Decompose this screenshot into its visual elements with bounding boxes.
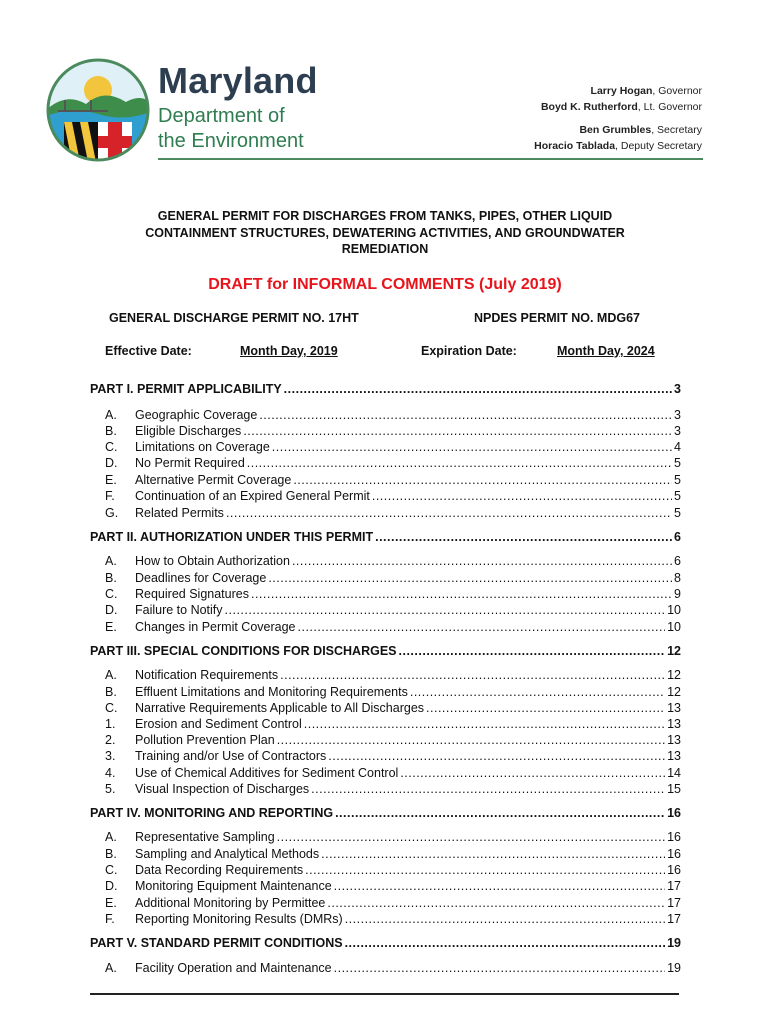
toc-entry[interactable] [90,554,681,570]
toc-entry-label: Continuation of an Expired General Permit [135,489,370,503]
toc-entry[interactable] [90,603,681,619]
toc-page-number: 13 [667,701,681,715]
toc-leader-dots [293,473,672,487]
toc-entry-label: Effluent Limitations and Monitoring Requirements [135,685,408,699]
toc-entry[interactable] [90,620,681,636]
toc-page-number: 4 [674,440,681,454]
toc-entry-label: Facility Operation and Maintenance [135,961,332,975]
toc-entry-marker: D. [105,603,118,617]
toc-entry[interactable] [90,766,681,782]
toc-entry-marker: A. [105,554,117,568]
toc-entry[interactable] [90,571,681,587]
toc-leader-dots [292,554,672,568]
toc-part-heading[interactable] [90,806,681,822]
toc-page-number: 16 [667,863,681,877]
letterhead [46,58,726,168]
general-permit-number: GENERAL DISCHARGE PERMIT NO. 17HT [109,311,359,325]
toc-entry-label: Required Signatures [135,587,249,601]
expiration-date-value: Month Day, 2024 [557,344,655,358]
toc-entry[interactable] [90,912,681,928]
toc-entry[interactable] [90,685,681,701]
toc-page-number: 17 [667,896,681,910]
toc-entry[interactable] [90,701,681,717]
toc-page-number: 12 [667,685,681,699]
toc-entry-marker: A. [105,408,117,422]
toc-leader-dots [345,912,665,926]
toc-entry-label: Geographic Coverage [135,408,258,422]
toc-entry[interactable] [90,847,681,863]
toc-page-number: 13 [667,717,681,731]
toc-page-number: 6 [674,554,681,568]
toc-entry[interactable] [90,863,681,879]
toc-page-number: 19 [667,961,681,975]
permit-title: GENERAL PERMIT FOR DISCHARGES FROM TANKS, PIPES, OTHER LIQUID CONTAINMENT STRUCTURES, DEWATERING ACTIVITIES, AND GROUNDWATER REMEDIATION [145,209,625,256]
toc-entry-marker: E. [105,620,117,634]
toc-leader-dots [277,733,665,747]
toc-entry[interactable] [90,506,681,522]
toc-page-number: 5 [674,489,681,503]
toc-entry-marker: B. [105,424,117,438]
toc-entry-label: Erosion and Sediment Control [135,717,302,731]
toc-leader-dots [243,424,672,438]
toc-page-number: 16 [667,847,681,861]
toc-page-number: 9 [674,587,681,601]
toc-entry-marker: E. [105,473,117,487]
toc-entry[interactable] [90,408,681,424]
toc-leader-dots [410,685,665,699]
toc-leader-dots [321,847,665,861]
toc-page-number: 15 [667,782,681,796]
toc-leader-dots [399,644,666,658]
toc-entry[interactable] [90,733,681,749]
toc-page-number: 8 [674,571,681,585]
toc-entry-marker: C. [105,863,118,877]
header-divider [158,158,703,160]
toc-page-number: 3 [674,382,681,396]
toc-page-number: 19 [667,936,681,950]
toc-entry-marker: F. [105,489,115,503]
toc-entry-label: How to Obtain Authorization [135,554,290,568]
toc-page-number: 13 [667,733,681,747]
toc-leader-dots [272,440,672,454]
toc-entry-label: Limitations on Coverage [135,440,270,454]
mde-logo-icon [46,58,150,162]
toc-entry[interactable] [90,896,681,912]
toc-entry-label: Failure to Notify [135,603,223,617]
toc-entry-label: Reporting Monitoring Results (DMRs) [135,912,343,926]
toc-leader-dots [268,571,672,585]
toc-page-number: 5 [674,473,681,487]
toc-entry-label: PART V. STANDARD PERMIT CONDITIONS [90,936,343,950]
toc-leader-dots [334,879,665,893]
toc-entry[interactable] [90,961,681,977]
toc-page-number: 3 [674,408,681,422]
toc-page-number: 14 [667,766,681,780]
toc-leader-dots [311,782,665,796]
toc-leader-dots [400,766,665,780]
toc-entry[interactable] [90,717,681,733]
toc-entry-label: PART III. SPECIAL CONDITIONS FOR DISCHARGES [90,644,397,658]
toc-page-number: 6 [674,530,681,544]
toc-entry[interactable] [90,424,681,440]
toc-entry-marker: 3. [105,749,116,763]
toc-leader-dots [304,717,665,731]
toc-entry-label: Eligible Discharges [135,424,242,438]
toc-entry[interactable] [90,473,681,489]
toc-entry-label: PART IV. MONITORING AND REPORTING [90,806,334,820]
toc-leader-dots [327,896,665,910]
official-secretary: Ben Grumbles, Secretary [579,124,702,136]
toc-entry-marker: A. [105,668,117,682]
toc-entry-label: Data Recording Requirements [135,863,304,877]
toc-entry[interactable] [90,782,681,798]
toc-entry-marker: C. [105,587,118,601]
toc-leader-dots [305,863,665,877]
toc-entry-marker: D. [105,879,118,893]
toc-entry-marker: E. [105,896,117,910]
toc-entry-label: Additional Monitoring by Permittee [135,896,326,910]
toc-entry-label: Related Permits [135,506,224,520]
toc-entry-label: Changes in Permit Coverage [135,620,296,634]
toc-entry-marker: A. [105,830,117,844]
toc-page-number: 12 [667,668,681,682]
toc-entry-label: Narrative Requirements Applicable to All Discharges [135,701,425,715]
toc-part-heading[interactable] [90,530,681,546]
toc-entry-label: Alternative Permit Coverage [135,473,292,487]
toc-leader-dots [284,382,672,396]
toc-entry-marker: B. [105,571,117,585]
toc-part-heading[interactable] [90,382,681,398]
toc-leader-dots [225,603,666,617]
toc-leader-dots [334,961,665,975]
toc-entry-marker: 4. [105,766,116,780]
toc-entry-label: Training and/or Use of Contractors [135,749,327,763]
toc-entry-label: PART I. PERMIT APPLICABILITY [90,382,282,396]
toc-entry-label: Pollution Prevention Plan [135,733,275,747]
toc-entry-marker: G. [105,506,119,520]
toc-entry-marker: C. [105,701,118,715]
toc-page-number: 12 [667,644,681,658]
toc-entry-marker: A. [105,961,117,975]
footer-divider [90,993,679,995]
toc-entry[interactable] [90,830,681,846]
toc-page-number: 17 [667,879,681,893]
toc-page-number: 5 [674,506,681,520]
toc-leader-dots [259,408,672,422]
toc-entry[interactable] [90,749,681,765]
toc-entry-marker: 5. [105,782,116,796]
toc-entry-label: Representative Sampling [135,830,275,844]
toc-entry-label: Notification Requirements [135,668,279,682]
effective-date-label: Effective Date: [105,344,192,358]
draft-notice: DRAFT for INFORMAL COMMENTS (July 2019) [208,276,562,293]
toc-entry-marker: B. [105,685,117,699]
toc-entry-label: PART II. AUTHORIZATION UNDER THIS PERMIT [90,530,374,544]
official-governor: Larry Hogan, Governor [590,85,702,97]
official-deputy-secretary: Horacio Tablada, Deputy Secretary [534,139,702,152]
toc-leader-dots [375,530,672,544]
toc-page-number: 16 [667,806,681,820]
toc-entry-label: Monitoring Equipment Maintenance [135,879,332,893]
toc-page-number: 13 [667,749,681,763]
toc-entry-label: Use of Chemical Additives for Sediment Control [135,766,399,780]
effective-date-value: Month Day, 2019 [240,344,338,358]
toc-entry-label: No Permit Required [135,456,245,470]
toc-entry-marker: B. [105,847,117,861]
toc-leader-dots [426,701,665,715]
expiration-date-label: Expiration Date: [421,344,517,358]
officials-list [534,84,702,154]
toc-entry[interactable] [90,879,681,895]
toc-leader-dots [298,620,666,634]
toc-leader-dots [277,830,665,844]
official-lt-governor: Boyd K. Rutherford, Lt. Governor [540,100,702,113]
toc-leader-dots [247,456,672,470]
toc-entry-marker: F. [105,912,115,926]
toc-entry-marker: D. [105,456,118,470]
toc-entry-label: Sampling and Analytical Methods [135,847,320,861]
toc-entry-marker: C. [105,440,118,454]
toc-entry[interactable] [90,489,681,505]
toc-entry[interactable] [90,440,681,456]
org-subtitle-line2: the Environment [158,130,304,152]
toc-leader-dots [280,668,665,682]
toc-page-number: 10 [667,603,681,617]
toc-entry-label: Deadlines for Coverage [135,571,267,585]
toc-entry-marker: 1. [105,717,116,731]
org-subtitle-line1: Department of [158,105,285,127]
toc-part-heading[interactable] [90,936,681,952]
toc-page-number: 5 [674,456,681,470]
toc-page-number: 3 [674,424,681,438]
toc-leader-dots [345,936,666,950]
toc-entry-label: Visual Inspection of Discharges [135,782,310,796]
toc-entry[interactable] [90,587,681,603]
toc-page-number: 16 [667,830,681,844]
org-title: Maryland [158,60,318,101]
toc-leader-dots [335,806,665,820]
toc-leader-dots [372,489,672,503]
toc-page-number: 17 [667,912,681,926]
toc-entry[interactable] [90,668,681,684]
toc-part-heading[interactable] [90,644,681,660]
toc-page-number: 10 [667,620,681,634]
toc-leader-dots [251,587,672,601]
toc-leader-dots [328,749,665,763]
toc-entry-marker: 2. [105,733,116,747]
toc-leader-dots [226,506,672,520]
toc-entry[interactable] [90,456,681,472]
npdes-permit-number: NPDES PERMIT NO. MDG67 [474,311,640,325]
